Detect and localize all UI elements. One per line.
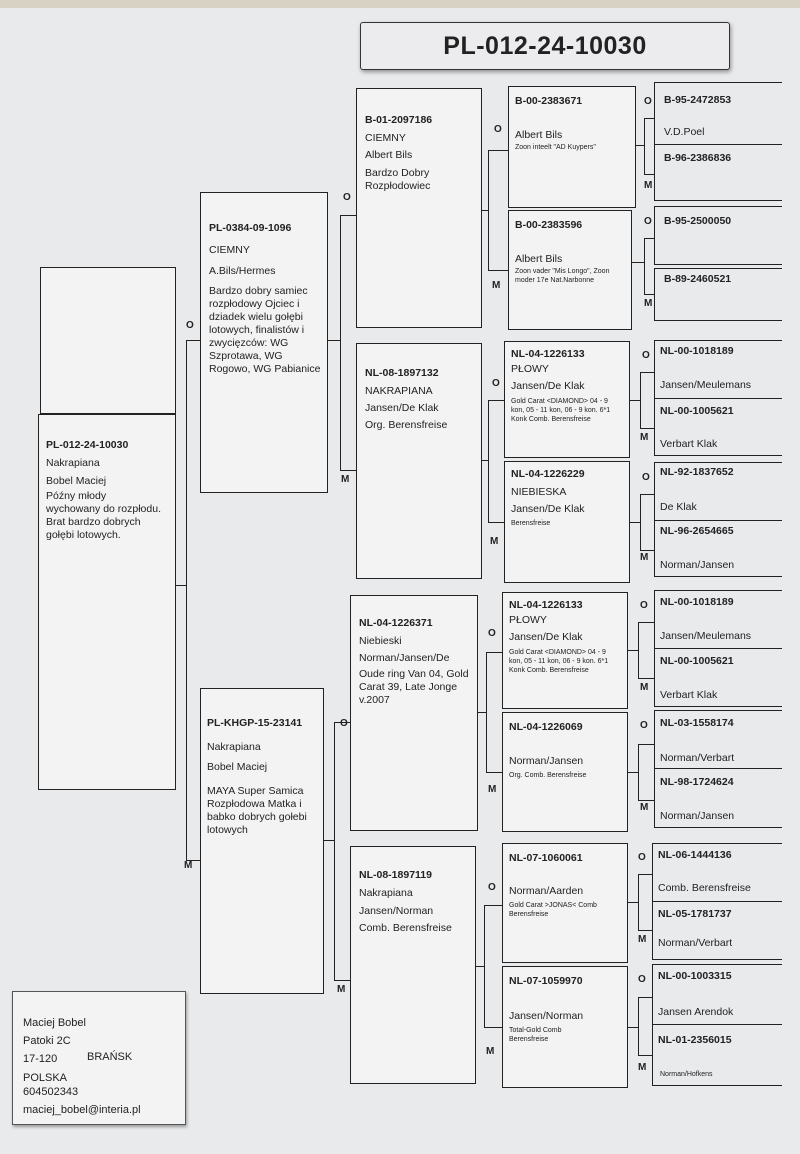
connector (186, 340, 187, 860)
male-marker: O (642, 472, 650, 483)
gen4-box-6 (502, 712, 628, 832)
female-marker: M (640, 552, 649, 563)
female-marker: M (486, 1046, 495, 1057)
male-marker: O (488, 882, 496, 893)
male-marker: O (638, 974, 646, 985)
connector (486, 652, 487, 772)
color: NAKRAPIANA (365, 385, 433, 397)
gen4-box-2 (508, 210, 632, 330)
connector (630, 400, 640, 401)
female-marker: M (490, 536, 499, 547)
connector (640, 372, 641, 428)
female-marker: M (341, 474, 350, 485)
gen4-box-8 (502, 966, 628, 1088)
gen5-rule (654, 82, 782, 83)
gen5-rule (654, 710, 782, 711)
subject-color: Nakrapiana (46, 457, 100, 469)
ring: B-00-2383671 (515, 95, 583, 107)
gen5-breeder: Jansen/Meulemans (660, 379, 752, 391)
gen5-rule (654, 398, 782, 399)
connector (644, 174, 654, 175)
notes: Gold Carat <DIAMOND> 04 - 9 kon, 05 - 11 kon, 06 - 9 kon. 6*1 Konk Comb. Berensfreise (511, 398, 611, 423)
connector (636, 145, 644, 146)
color: NIEBIESKA (511, 486, 567, 498)
connector (644, 118, 654, 119)
female-marker: M (337, 984, 346, 995)
male-marker: O (640, 600, 648, 611)
gen4-box-4 (504, 461, 630, 583)
connector (328, 340, 340, 341)
female-marker: M (640, 802, 649, 813)
color: PŁOWY (509, 614, 547, 626)
connector (324, 840, 334, 841)
gen5-rule (654, 649, 655, 706)
connector (644, 238, 654, 239)
connector (334, 722, 335, 980)
subject-notes: Późny młody wychowany do rozpłodu. Brat bardzo dobrych gołębi lotowych. (46, 490, 161, 541)
color: Nakrapiana (359, 887, 413, 899)
ring: NL-07-1060061 (509, 852, 583, 864)
gen5-rule (654, 268, 782, 269)
paper-edge (0, 0, 800, 8)
color: Niebieski (359, 635, 402, 647)
male-marker: O (186, 320, 194, 331)
dam-ring: PL-KHGP-15-23141 (207, 717, 303, 729)
connector (640, 372, 654, 373)
ring: NL-04-1226133 (511, 348, 585, 360)
gen5-rule (654, 462, 782, 463)
gen5-breeder: De Klak (660, 501, 697, 513)
gen5-breeder: Verbart Klak (660, 689, 718, 701)
owner-phone: 604502343 (23, 1086, 79, 1098)
gen5-rule (654, 590, 782, 591)
male-marker: O (644, 96, 652, 107)
gen5-rule (654, 206, 782, 207)
owner-street: Patoki 2C (23, 1035, 71, 1047)
dam-color: Nakrapiana (207, 741, 261, 753)
breeder: Norman/Jansen/De (359, 652, 450, 664)
gen4-box-5 (502, 592, 628, 709)
connector (488, 150, 508, 151)
breeder: Albert Bils (365, 149, 413, 161)
gen4-box-3 (504, 341, 630, 458)
connector (628, 772, 638, 773)
gen5-breeder: Verbart Klak (660, 438, 718, 450)
gen5-ring: NL-01-2356015 (658, 1034, 732, 1046)
gen4-box-7 (502, 843, 628, 963)
ring: NL-04-1226069 (509, 721, 583, 733)
gen5-breeder: Comb. Berensfreise (658, 882, 751, 894)
connector (640, 494, 641, 550)
gen5-rule (654, 200, 782, 201)
gen5-breeder: Norman/Jansen (660, 559, 735, 571)
connector (638, 874, 639, 930)
gen5-rule (652, 1085, 782, 1086)
connector (628, 650, 638, 651)
connector (484, 905, 485, 1027)
gen5-ring: B-96-2386836 (664, 152, 732, 164)
connector (638, 622, 654, 623)
connector (640, 550, 654, 551)
gen5-rule (654, 264, 782, 265)
gen5-ring: B-95-2472853 (664, 94, 732, 106)
gen5-rule (652, 902, 653, 959)
male-marker: O (488, 628, 496, 639)
gen5-breeder: Jansen Arendok (658, 1006, 734, 1018)
breeder: Jansen/De Klak (511, 380, 585, 392)
connector (488, 270, 508, 271)
gen5-ring: NL-06-1444136 (658, 849, 732, 861)
gen5-ring: NL-03-1558174 (660, 717, 734, 729)
gen5-rule (652, 843, 653, 901)
notes: Gold Carat >JONAS< Comb Berensfreise (509, 902, 597, 918)
female-marker: M (488, 784, 497, 795)
gen5-rule (654, 268, 655, 320)
connector (638, 997, 652, 998)
female-marker: M (492, 280, 501, 291)
female-marker: M (184, 860, 193, 871)
notes: Org. Berensfreise (365, 419, 448, 431)
connector (478, 712, 486, 713)
gen5-rule (652, 901, 782, 902)
gen5-ring: B-89-2460521 (664, 273, 732, 285)
pedigree-title-box (360, 22, 730, 70)
connector (638, 997, 639, 1055)
gen3-box-4 (350, 846, 476, 1084)
gen5-rule (654, 320, 782, 321)
gen5-breeder: Norman/Verbart (660, 752, 735, 764)
gen5-ring: NL-98-1724624 (660, 776, 734, 788)
breeder: Albert Bils (515, 253, 563, 265)
female-marker: M (638, 1062, 647, 1073)
connector (638, 1055, 652, 1056)
subject-ring: PL-012-24-10030 (46, 439, 129, 451)
gen5-rule (654, 144, 782, 145)
gen5-breeder: Norman/Jansen (660, 810, 735, 822)
gen5-ring: NL-00-1005621 (660, 655, 734, 667)
connector (340, 215, 356, 216)
gen5-ring: NL-05-1781737 (658, 908, 732, 920)
gen3-box-3 (350, 595, 478, 831)
gen5-rule (654, 455, 782, 456)
connector (488, 400, 489, 522)
gen3-box-2 (356, 343, 482, 579)
ring: B-00-2383596 (515, 219, 583, 231)
gen5-breeder: V.D.Poel (664, 126, 705, 138)
sire-color: CIEMNY (209, 244, 250, 256)
gen5-rule (654, 206, 655, 264)
breeder: Albert Bils (515, 129, 563, 141)
male-marker: O (343, 192, 351, 203)
connector (186, 340, 200, 341)
male-marker: O (492, 378, 500, 389)
gen5-rule (654, 769, 655, 827)
dam-breeder: Bobel Maciej (207, 761, 268, 773)
gen5-rule (654, 710, 655, 768)
female-marker: M (640, 432, 649, 443)
notes: Gold Carat <DIAMOND> 04 - 9 kon, 05 - 11 kon, 06 - 9 kon. 6*1 Konk Comb. Berensfreise (509, 649, 609, 674)
gen5-breeder: Norman/Hofkens (660, 1071, 713, 1078)
connector (484, 1027, 502, 1028)
connector (638, 874, 652, 875)
gen5-rule (654, 145, 655, 200)
gen5-rule (654, 520, 782, 521)
gen5-rule (652, 959, 782, 960)
gen5-ring: NL-00-1018189 (660, 345, 734, 357)
breeder: Jansen/De Klak (365, 402, 439, 414)
gen5-rule (654, 648, 782, 649)
male-marker: O (644, 216, 652, 227)
connector (628, 902, 638, 903)
connector (488, 522, 504, 523)
gen5-rule (654, 706, 782, 707)
gen5-rule (654, 82, 655, 144)
ring: NL-04-1226371 (359, 617, 433, 629)
gen5-ring: NL-96-2654665 (660, 525, 734, 537)
sire-ring: PL-0384-09-1096 (209, 222, 292, 234)
gen5-rule (652, 1024, 782, 1025)
connector (488, 150, 489, 270)
ring: NL-04-1226229 (511, 468, 585, 480)
ring: B-01-2097186 (365, 114, 433, 126)
notes: Zoon vader "Mis Longo", Zoon moder 17e Nat.Narbonne (515, 268, 610, 284)
gen5-rule (652, 1025, 653, 1085)
gen5-rule (654, 590, 655, 648)
connector (640, 428, 654, 429)
color: PŁOWY (511, 363, 549, 375)
gen5-rule (654, 462, 655, 520)
connector (638, 800, 654, 801)
female-marker: M (640, 682, 649, 693)
subject-box (38, 414, 176, 790)
connector (632, 262, 644, 263)
connector (638, 744, 639, 800)
connector (340, 470, 356, 471)
connector (638, 930, 652, 931)
gen5-rule (654, 399, 655, 455)
gen3-box-1 (356, 88, 482, 328)
male-marker: O (638, 852, 646, 863)
connector (638, 744, 654, 745)
male-marker: O (640, 720, 648, 731)
sire-notes: Bardzo dobry samiec rozpłodowy Ojciec i dziadek wielu gołębi lotowych, finalistów i zwycięzców: WG Szprotawa, WG Rogowo, WG Pabianice (209, 285, 321, 375)
gen5-rule (654, 827, 782, 828)
male-marker: O (642, 350, 650, 361)
gen5-rule (654, 340, 782, 341)
connector (644, 118, 645, 174)
connector (644, 294, 654, 295)
connector (484, 905, 502, 906)
breeder: Jansen/Norman (359, 905, 434, 917)
notes: Zoon inteelt "AD Kuypers" (515, 144, 596, 151)
connector (334, 980, 350, 981)
notes: Total-Gold Comb Berensfreise (509, 1027, 562, 1043)
gen5-ring: NL-92-1837652 (660, 466, 734, 478)
ring: NL-07-1059970 (509, 975, 583, 987)
owner-country: POLSKA (23, 1072, 68, 1084)
owner-email: maciej_bobel@interia.pl (23, 1104, 141, 1116)
photo-placeholder (40, 267, 176, 414)
gen5-rule (652, 964, 782, 965)
color: CIEMNY (365, 132, 406, 144)
connector (488, 400, 504, 401)
gen5-rule (652, 964, 653, 1024)
ring: NL-08-1897119 (359, 869, 432, 881)
gen4-box-1 (508, 86, 636, 208)
gen5-breeder: Norman/Verbart (658, 937, 733, 949)
gen5-rule (654, 340, 655, 398)
dam-box (200, 688, 324, 994)
connector (638, 622, 639, 678)
male-marker: O (494, 124, 502, 135)
subject-breeder: Bobel Maciej (46, 475, 107, 487)
ring: NL-04-1226133 (509, 599, 583, 611)
pedigree-title: PL-012-24-10030 (443, 32, 647, 60)
notes: Oude ring Van 04, Gold Carat 39, Late Jonge v.2007 (359, 668, 469, 706)
ring: NL-08-1897132 (365, 367, 439, 379)
female-marker: M (638, 934, 647, 945)
connector (476, 966, 484, 967)
notes: Org. Comb. Berensfreise (509, 772, 587, 779)
notes: Comb. Berensfreise (359, 922, 452, 934)
owner-box (12, 991, 186, 1125)
breeder: Norman/Jansen (509, 755, 584, 767)
connector (638, 678, 654, 679)
gen5-ring: NL-00-1003315 (658, 970, 732, 982)
gen5-ring: B-95-2500050 (664, 215, 732, 227)
connector (628, 1027, 638, 1028)
gen5-rule (654, 576, 782, 577)
sire-breeder: A.Bils/Hermes (209, 265, 276, 277)
notes: Bardzo Dobry Rozpłodowiec (365, 167, 431, 192)
owner-name: Maciej Bobel (23, 1017, 86, 1029)
connector (486, 772, 502, 773)
gen5-breeder: Jansen/Meulemans (660, 630, 752, 642)
female-marker: M (644, 180, 653, 191)
gen5-rule (654, 521, 655, 576)
breeder: Jansen/Norman (509, 1010, 584, 1022)
sire-box (200, 192, 328, 493)
notes: Berensfreise (511, 520, 551, 527)
gen5-ring: NL-00-1005621 (660, 405, 734, 417)
owner-city: BRAŃSK (87, 1051, 133, 1063)
breeder: Norman/Aarden (509, 885, 584, 897)
female-marker: M (644, 298, 653, 309)
connector (644, 238, 645, 294)
male-marker: O (340, 718, 348, 729)
breeder: Jansen/De Klak (511, 503, 585, 515)
owner-postal: 17-120 (23, 1053, 58, 1065)
connector (630, 522, 640, 523)
gen5-ring: NL-00-1018189 (660, 596, 734, 608)
gen5-rule (654, 768, 782, 769)
dam-notes: MAYA Super Samica Rozpłodowa Matka i babko dobrych gołebi lotowych (207, 785, 307, 836)
gen5-rule (652, 843, 782, 844)
connector (340, 215, 341, 470)
breeder: Jansen/De Klak (509, 631, 583, 643)
connector (640, 494, 654, 495)
connector (486, 652, 502, 653)
